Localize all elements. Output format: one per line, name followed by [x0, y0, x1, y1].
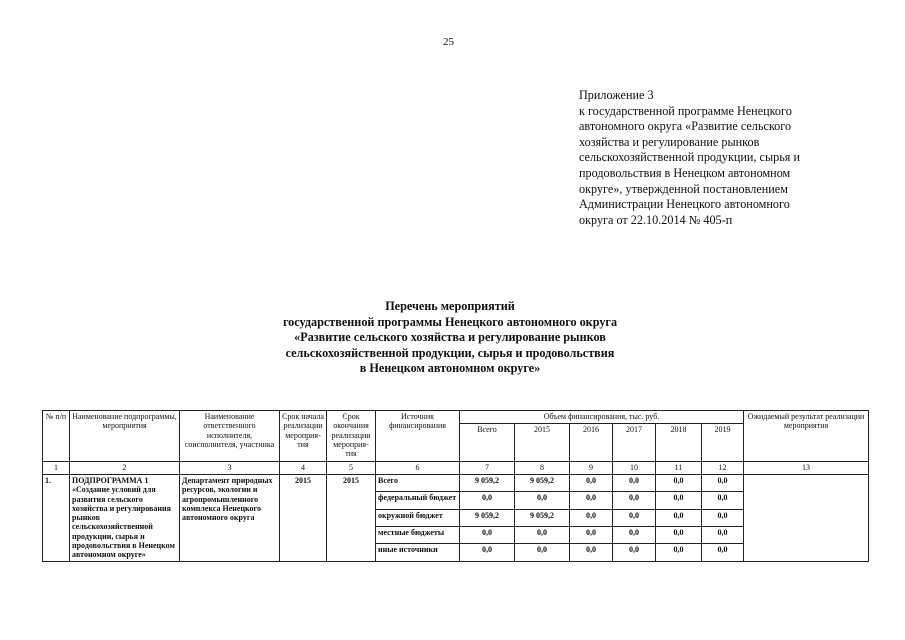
financing-value: 0,0: [570, 544, 613, 561]
financing-source: Всего: [376, 475, 460, 492]
title-line: в Ненецком автономном округе»: [359, 361, 541, 376]
table-row: [43, 475, 869, 492]
financing-value: 0,0: [656, 544, 702, 561]
column-number: 11: [656, 462, 702, 475]
page-number: 25: [443, 36, 454, 48]
column-number: 5: [327, 462, 376, 475]
column-number: 12: [702, 462, 744, 475]
financing-value: 0,0: [702, 475, 744, 492]
appendix-line: хозяйства и регулирование рынков: [579, 134, 760, 149]
financing-value: 0,0: [656, 475, 702, 492]
financing-value: 0,0: [702, 509, 744, 526]
financing-value: 0,0: [702, 544, 744, 561]
column-number: 6: [376, 462, 460, 475]
row-name: ПОДПРОГРАММА 1 «Создание условий для развития сельского хозяйства и регулирования рынков сельскохозяйственной продукции, сырья и продовольствия в Ненецком автономном округе»: [70, 475, 180, 562]
column-number: 4: [280, 462, 327, 475]
appendix-note: [579, 88, 879, 228]
appendix-line: автономного округа «Развитие сельского: [579, 119, 792, 134]
financing-value: 0,0: [570, 475, 613, 492]
appendix-line: Приложение 3: [579, 88, 654, 102]
financing-source: иные источники: [376, 544, 460, 561]
column-number: 1: [43, 462, 70, 475]
row-num: 1.: [43, 475, 70, 562]
column-number: 8: [515, 462, 570, 475]
column-numbers-row: [43, 462, 869, 475]
financing-value: 0,0: [515, 526, 570, 543]
column-number: 9: [570, 462, 613, 475]
row-executor: Департамент природных ресурсов, экологии и агропромышленного комплекса Ненецкого автономного округа: [180, 475, 280, 562]
financing-value: 9 059,2: [460, 509, 515, 526]
appendix-line: округе», утвержденной постановлением: [579, 181, 788, 196]
financing-value: 0,0: [702, 492, 744, 509]
header-name: Наименование подпрограммы, мероприятия: [70, 411, 180, 462]
header-year: 2017: [613, 424, 656, 462]
title-line: Перечень мероприятий: [385, 299, 515, 313]
title-line: сельскохозяйственной продукции, сырья и продовольствия: [285, 345, 615, 360]
column-number: 10: [613, 462, 656, 475]
financing-value: 0,0: [613, 526, 656, 543]
financing-value: 0,0: [613, 544, 656, 561]
header-result: Ожидаемый результат реализации мероприятия: [744, 411, 869, 462]
financing-value: 0,0: [613, 492, 656, 509]
financing-value: 0,0: [702, 526, 744, 543]
financing-value: 0,0: [570, 526, 613, 543]
financing-value: 9 059,2: [515, 475, 570, 492]
header-total: Всего: [460, 424, 515, 462]
financing-value: 0,0: [515, 544, 570, 561]
financing-value: 0,0: [570, 509, 613, 526]
title-line: государственной программы Ненецкого автономного округа: [282, 314, 618, 329]
appendix-line: Администрации Ненецкого автономного: [579, 197, 790, 212]
financing-source: федеральный бюджет: [376, 492, 460, 509]
appendix-line: сельскохозяйственной продукции, сырья и: [579, 150, 800, 165]
financing-value: 0,0: [460, 544, 515, 561]
document-title: [200, 299, 700, 377]
financing-value: 0,0: [570, 492, 613, 509]
appendix-line: продовольствия в Ненецком автономном: [579, 165, 791, 180]
appendix-line: округа от 22.10.2014 № 405-п: [579, 212, 733, 227]
header-start: Срок начала реализации мероприя-тия: [280, 411, 327, 462]
header-funding: Объем финансирования, тыс. руб.: [460, 411, 744, 424]
column-number: 3: [180, 462, 280, 475]
header-year: 2015: [515, 424, 570, 462]
financing-value: 0,0: [656, 492, 702, 509]
financing-value: 0,0: [613, 509, 656, 526]
financing-value: 0,0: [656, 509, 702, 526]
title-line: «Развитие сельского хозяйства и регулирование рынков: [294, 330, 606, 345]
financing-source: местные бюджеты: [376, 526, 460, 543]
financing-value: 9 059,2: [460, 475, 515, 492]
financing-value: 0,0: [515, 492, 570, 509]
header-num: № п/п: [43, 411, 70, 462]
financing-value: 0,0: [656, 526, 702, 543]
measures-table: [42, 410, 869, 562]
financing-value: 0,0: [460, 492, 515, 509]
row-result: [744, 475, 869, 562]
header-year: 2018: [656, 424, 702, 462]
appendix-line: к государственной программе Ненецкого: [579, 103, 792, 118]
row-end: 2015: [327, 475, 376, 562]
header-source: Источник финансирования: [376, 411, 460, 462]
financing-source: окружной бюджет: [376, 509, 460, 526]
header-year: 2019: [702, 424, 744, 462]
financing-value: 0,0: [613, 475, 656, 492]
header-end: Срок окончания реализации мероприя-тия: [327, 411, 376, 462]
column-number: 2: [70, 462, 180, 475]
financing-value: 9 059,2: [515, 509, 570, 526]
header-year: 2016: [570, 424, 613, 462]
row-start: 2015: [280, 475, 327, 562]
financing-value: 0,0: [460, 526, 515, 543]
header-executor: Наименование ответственного исполнителя, соисполнителя, участника: [180, 411, 280, 462]
column-number: 13: [744, 462, 869, 475]
column-number: 7: [460, 462, 515, 475]
